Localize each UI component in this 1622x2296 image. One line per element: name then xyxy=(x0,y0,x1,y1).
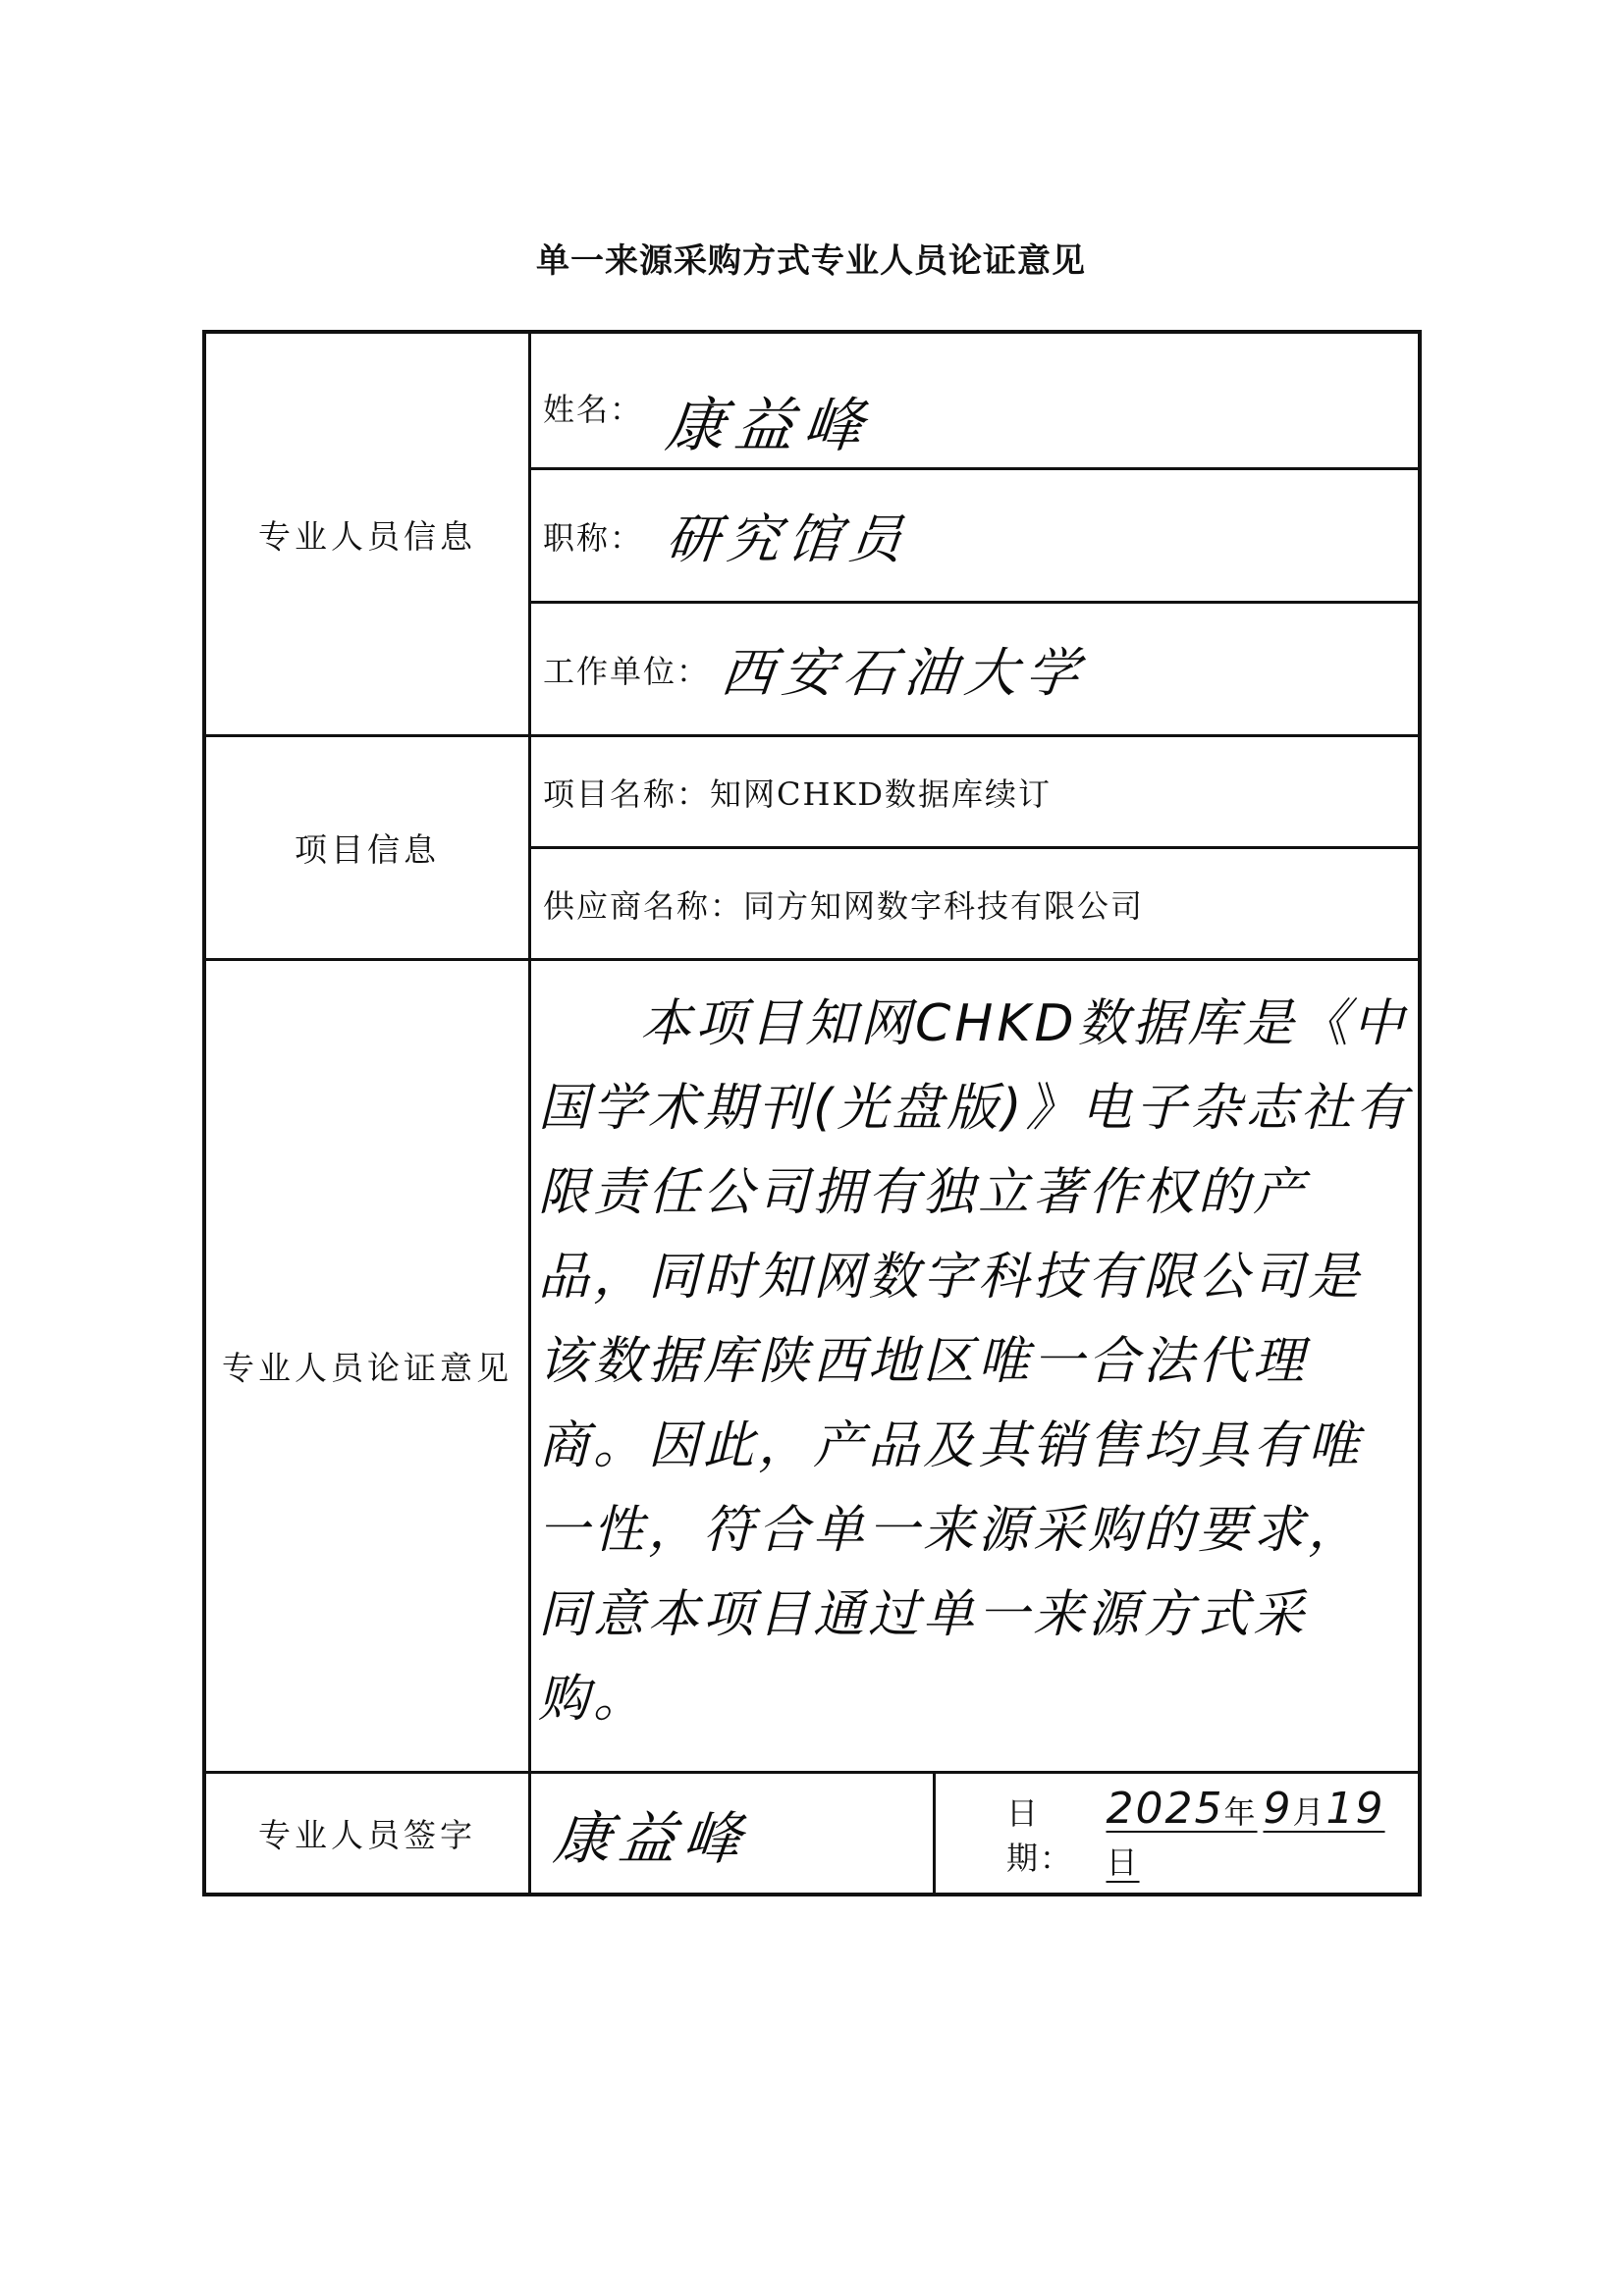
name-handwritten: 康益峰 xyxy=(662,392,877,460)
name-label: 姓名： xyxy=(543,391,644,428)
employer-handwritten: 西安石油大学 xyxy=(718,642,1090,704)
date-value xyxy=(1107,1784,1417,1884)
title-handwritten: 研究馆员 xyxy=(663,508,913,570)
supplier-row xyxy=(543,849,1417,958)
title-label: 职称： xyxy=(543,518,644,557)
signature-cell xyxy=(531,1774,933,1893)
date-day: 19 xyxy=(1325,1783,1385,1834)
date-year-unit: 年 xyxy=(1223,1792,1258,1831)
opinion-handwritten-text: 本项目知网CHKD数据库是《中国学术期刊(光盘版)》电子杂志社有限责任公司拥有独立著作权的产品，同时知网数字科技有限公司是该数据库陕西地区唯一合法代理商。因此，产品及其销售均具有唯一性，符合单一来源采购的要求，同意本项目通过单一来源方式采购。 xyxy=(538,994,1411,1729)
date-day-unit: 日 xyxy=(1106,1842,1140,1881)
project-name-value: 知网CHKD数据库续订 xyxy=(710,774,1052,813)
date-label: 日期： xyxy=(1006,1793,1074,1877)
project-info-label: 项目信息 xyxy=(295,830,440,869)
personnel-info-label: 专业人员信息 xyxy=(258,516,476,556)
signature-label: 专业人员签字 xyxy=(258,1816,476,1854)
project-name-label: 项目名称： xyxy=(543,774,711,813)
date-year: 2025 xyxy=(1106,1783,1224,1834)
signature-handwritten: 康益峰 xyxy=(550,1804,753,1872)
name-row xyxy=(543,334,1417,467)
document-title: 单一来源采购方式专业人员论证意见 xyxy=(536,241,1086,281)
date-month-unit: 月 xyxy=(1292,1792,1326,1831)
date-month: 9 xyxy=(1263,1783,1293,1834)
opinion-label: 专业人员论证意见 xyxy=(222,1349,513,1387)
supplier-value: 同方知网数字科技有限公司 xyxy=(743,886,1145,925)
supplier-label: 供应商名称： xyxy=(543,886,744,925)
project-name-row xyxy=(543,737,1417,846)
employer-label: 工作单位： xyxy=(543,652,711,690)
employer-row xyxy=(543,604,1417,734)
title-row xyxy=(543,470,1417,601)
date-cell xyxy=(936,1774,1417,1893)
divider-left-column xyxy=(528,330,531,1896)
